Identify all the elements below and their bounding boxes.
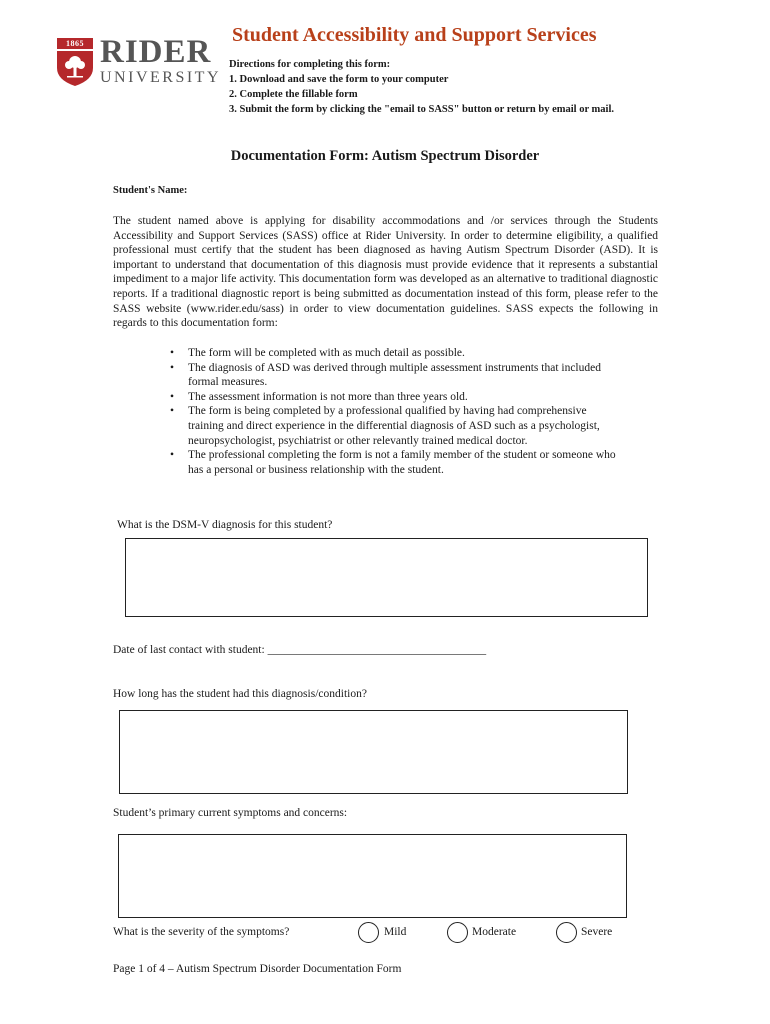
severity-mild-radio[interactable] <box>358 922 379 943</box>
severity-mild-label: Mild <box>384 926 407 938</box>
last-contact-question: Date of last contact with student: ______________________________________ <box>113 644 487 656</box>
logo-name: RIDER <box>100 34 212 70</box>
directions <box>229 57 614 117</box>
header-title: Student Accessibility and Support Services <box>232 24 597 46</box>
document-title: Documentation Form: Autism Spectrum Disorder <box>230 148 540 164</box>
list-item: • The assessment information is not more than three years old. <box>170 390 620 405</box>
directions-heading: Directions for completing this form: <box>229 59 391 70</box>
severity-question: What is the severity of the symptoms? <box>113 926 290 938</box>
list-item: • The form is being completed by a professional qualified by having had comprehensive training and direct experience in the differential diagnosis of ASD such as a psychologist, neuropsychologist, psychiatrist or other relevantly trained medical doctor. <box>170 404 620 448</box>
how-long-field[interactable] <box>119 710 628 794</box>
directions-step: 2. Complete the fillable form <box>229 89 358 100</box>
symptoms-question: Student’s primary current symptoms and concerns: <box>113 807 348 819</box>
directions-step: 3. Submit the form by clicking the "email to SASS" button or return by email or mail. <box>229 104 614 115</box>
how-long-question: How long has the student had this diagnosis/condition? <box>113 688 367 700</box>
page-footer: Page 1 of 4 – Autism Spectrum Disorder Documentation Form <box>113 963 402 975</box>
dsm-question: What is the DSM-V diagnosis for this student? <box>117 519 333 531</box>
rider-university-logo <box>55 34 221 88</box>
logo-subname: UNIVERSITY <box>100 69 221 86</box>
student-name-label: Student's Name: <box>113 185 188 196</box>
requirements-list <box>170 346 620 477</box>
directions-step: 1. Download and save the form to your computer <box>229 74 449 85</box>
severity-severe-label: Severe <box>581 926 613 938</box>
logo-year: 1865 <box>66 39 84 48</box>
list-item: • The diagnosis of ASD was derived through multiple assessment instruments that included formal measures. <box>170 361 620 390</box>
dsm-diagnosis-field[interactable] <box>125 538 648 617</box>
list-item: • The form will be completed with as much detail as possible. <box>170 346 620 361</box>
severity-severe-radio[interactable] <box>556 922 577 943</box>
severity-moderate-label: Moderate <box>472 926 517 938</box>
intro-paragraph: The student named above is applying for disability accommodations and /or services through the Students Accessibility and Support Services (SASS) office at Rider University. In order to determine eligibility, a qualified professional must certify that the student has been diagnosed as having Autism Spectrum Disorder (ASD). It is important to understand that documentation of this diagnosis must provide evidence that it represents a substantial impediment to a major life activity. This documentation form was developed as an alternative to traditional diagnostic reports. If a traditional diagnostic report is being submitted as documentation instead of this form, please refer to the SASS website (www.rider.edu/sass) in order to view documentation guidelines. SASS expects the following in regards to this documentation form: <box>113 215 658 330</box>
list-item: • The professional completing the form is not a family member of the student or someone who has a personal or business relationship with the student. <box>170 448 620 477</box>
symptoms-field[interactable] <box>118 834 627 918</box>
severity-moderate-radio[interactable] <box>447 922 468 943</box>
